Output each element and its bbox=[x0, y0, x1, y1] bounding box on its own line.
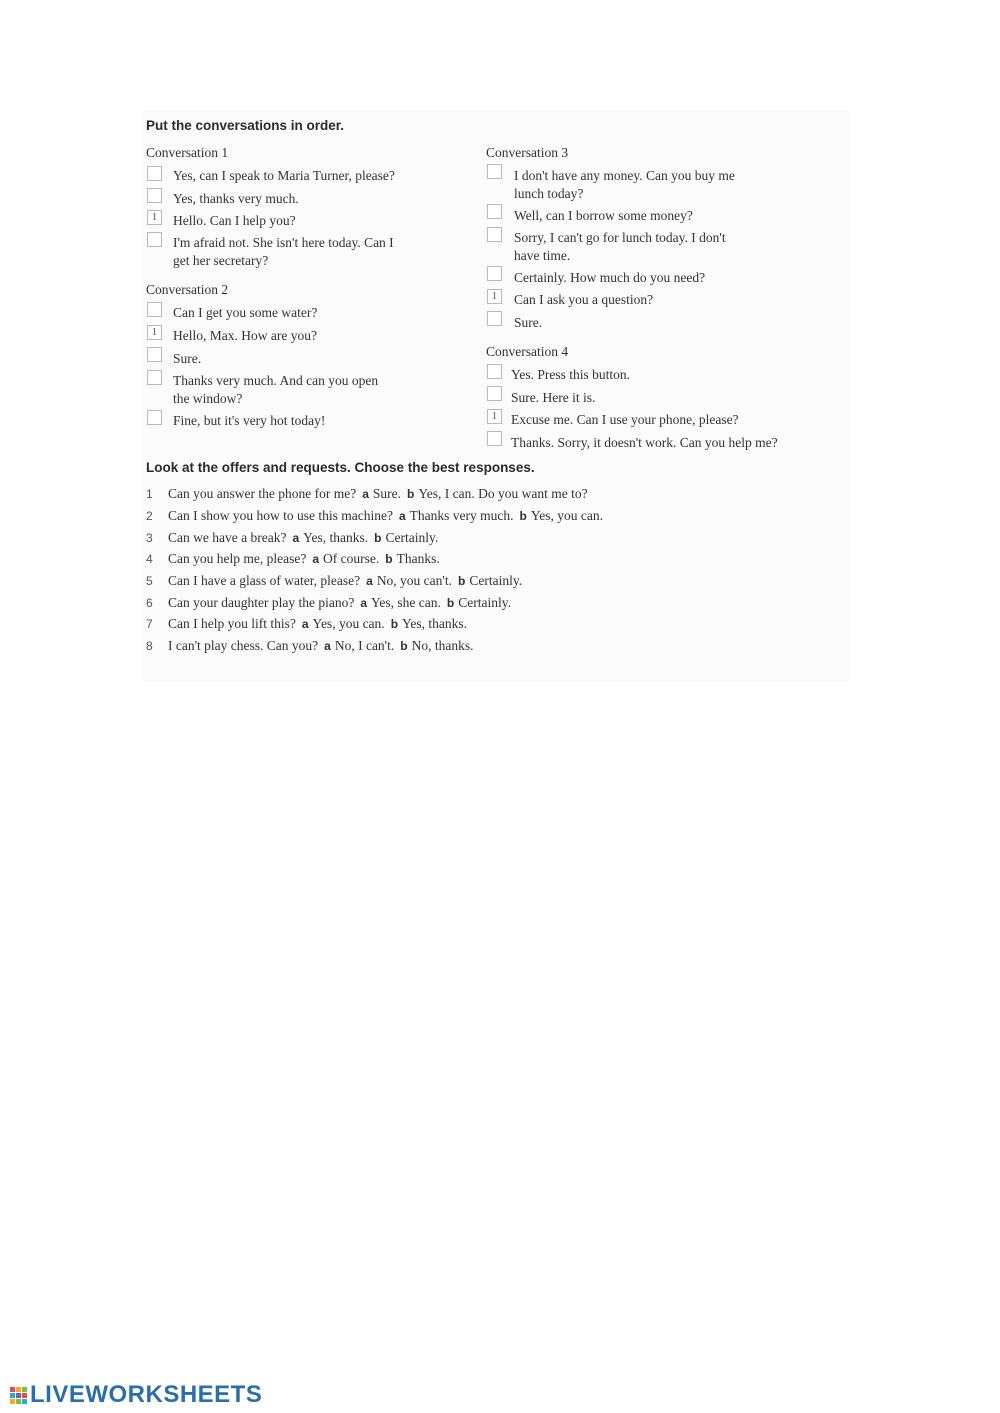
order-box[interactable] bbox=[147, 232, 162, 247]
conversation-line: Sure. bbox=[173, 351, 202, 366]
conversation-line: Sure. bbox=[514, 315, 543, 330]
order-box[interactable] bbox=[487, 431, 502, 446]
conversation-2-title: Conversation 2 bbox=[146, 282, 229, 297]
order-box[interactable] bbox=[147, 188, 162, 203]
order-box[interactable] bbox=[147, 166, 162, 181]
conversation-3-title: Conversation 3 bbox=[486, 145, 569, 160]
logo-text: LIVEWORKSHEETS bbox=[30, 1381, 263, 1408]
option-a-text[interactable]: Of course. bbox=[323, 551, 380, 566]
logo-square bbox=[10, 1399, 15, 1404]
option-a-label[interactable]: a bbox=[292, 531, 300, 545]
option-b-label[interactable]: b bbox=[457, 574, 466, 588]
logo-square bbox=[22, 1387, 27, 1392]
order-box[interactable] bbox=[487, 227, 502, 242]
logo-square bbox=[22, 1393, 27, 1398]
conversation-line: Can I get you some water? bbox=[173, 305, 318, 320]
option-b-text[interactable]: Certainly. bbox=[385, 530, 439, 545]
option-a-text[interactable]: Sure. bbox=[372, 486, 402, 501]
conversation-line-cont: get her secretary? bbox=[173, 253, 269, 268]
logo-mark-icon bbox=[10, 1387, 27, 1404]
conversation-line-cont: the window? bbox=[173, 391, 243, 406]
order-box[interactable] bbox=[487, 311, 502, 326]
order-box[interactable]: 1 bbox=[487, 289, 502, 304]
question-number: 3 bbox=[146, 531, 153, 545]
question-row bbox=[146, 551, 440, 567]
option-b-label[interactable]: b bbox=[519, 509, 527, 523]
option-a-text[interactable]: No, you can't. bbox=[376, 573, 452, 588]
logo-square bbox=[16, 1393, 21, 1398]
order-box[interactable] bbox=[487, 204, 502, 219]
conversation-line: Yes, can I speak to Maria Turner, please? bbox=[173, 168, 395, 183]
option-b-label[interactable]: b bbox=[390, 617, 399, 631]
order-box[interactable] bbox=[147, 347, 162, 362]
conversation-line-cont: lunch today? bbox=[514, 186, 584, 201]
option-b-text[interactable]: Thanks. bbox=[396, 551, 440, 566]
option-a-text[interactable]: No, I can't. bbox=[334, 638, 395, 653]
conversation-4-title: Conversation 4 bbox=[486, 344, 569, 359]
part1-heading: Put the conversations in order. bbox=[146, 118, 345, 133]
logo-square bbox=[16, 1387, 21, 1392]
conversation-line: Hello. Can I help you? bbox=[173, 213, 296, 228]
logo-square bbox=[22, 1399, 27, 1404]
order-box[interactable] bbox=[147, 370, 162, 385]
question-text: Can you answer the phone for me? bbox=[168, 486, 357, 501]
option-b-label[interactable]: b bbox=[446, 596, 455, 610]
order-box[interactable]: 1 bbox=[147, 325, 162, 340]
conversation-line: Excuse me. Can I use your phone, please? bbox=[511, 412, 739, 427]
conversation-line: Thanks very much. And can you open bbox=[173, 373, 379, 388]
question-row bbox=[146, 573, 522, 589]
logo-square bbox=[10, 1393, 15, 1398]
option-a-label[interactable]: a bbox=[324, 639, 331, 653]
logo-square bbox=[10, 1387, 15, 1392]
question-text: Can I show you how to use this machine? bbox=[168, 508, 393, 523]
option-b-text[interactable]: Certainly. bbox=[458, 595, 511, 610]
option-a-text[interactable]: Yes, thanks. bbox=[303, 530, 369, 545]
option-a-text[interactable]: Yes, you can. bbox=[312, 616, 385, 631]
option-a-label[interactable]: a bbox=[366, 574, 373, 588]
question-number: 4 bbox=[146, 552, 153, 566]
order-box[interactable] bbox=[487, 386, 502, 401]
option-b-label[interactable]: b bbox=[385, 552, 393, 566]
option-b-label[interactable]: b bbox=[374, 531, 382, 545]
option-b-text[interactable]: Yes, I can. Do you want me to? bbox=[418, 486, 588, 501]
question-row bbox=[146, 508, 603, 524]
conversation-line: Sorry, I can't go for lunch today. I don't bbox=[514, 230, 726, 245]
option-b-label[interactable]: b bbox=[400, 639, 408, 653]
option-a-text[interactable]: Thanks very much. bbox=[409, 508, 514, 523]
option-b-text[interactable]: Yes, thanks. bbox=[402, 616, 468, 631]
order-box[interactable]: 1 bbox=[147, 210, 162, 225]
question-number: 1 bbox=[146, 487, 153, 501]
option-a-label[interactable]: a bbox=[362, 487, 369, 501]
question-number: 6 bbox=[146, 596, 153, 610]
conversation-line: Certainly. How much do you need? bbox=[514, 270, 706, 285]
conversation-line: Yes, thanks very much. bbox=[173, 191, 299, 206]
question-number: 2 bbox=[146, 509, 153, 523]
conversation-line: Can I ask you a question? bbox=[514, 292, 654, 307]
order-box[interactable] bbox=[487, 364, 502, 379]
part2-heading: Look at the offers and requests. Choose the best responses. bbox=[146, 460, 535, 475]
question-row bbox=[146, 638, 473, 654]
order-box[interactable] bbox=[487, 266, 502, 281]
question-text: Can you help me, please? bbox=[168, 551, 307, 566]
conversation-line: Yes. Press this button. bbox=[511, 367, 631, 382]
conversation-line-cont: have time. bbox=[514, 248, 571, 263]
conversation-1-title: Conversation 1 bbox=[146, 145, 229, 160]
question-number: 8 bbox=[146, 639, 153, 653]
conversation-line: Fine, but it's very hot today! bbox=[173, 413, 326, 428]
order-box[interactable] bbox=[147, 302, 162, 317]
order-box[interactable]: 1 bbox=[487, 409, 502, 424]
conversation-line: I'm afraid not. She isn't here today. Can I bbox=[173, 235, 394, 250]
question-number: 7 bbox=[146, 617, 153, 631]
option-b-text[interactable]: Yes, you can. bbox=[530, 508, 603, 523]
question-row bbox=[146, 616, 467, 632]
conversation-line: Sure. Here it is. bbox=[511, 390, 596, 405]
question-text: Can your daughter play the piano? bbox=[168, 595, 355, 610]
question-text: I can't play chess. Can you? bbox=[168, 638, 319, 653]
option-a-label[interactable]: a bbox=[312, 552, 320, 566]
option-a-label[interactable]: a bbox=[398, 509, 406, 523]
order-box[interactable] bbox=[147, 410, 162, 425]
logo-square bbox=[16, 1399, 21, 1404]
question-row bbox=[146, 595, 511, 611]
option-b-label[interactable]: b bbox=[407, 487, 415, 501]
option-a-label[interactable]: a bbox=[301, 617, 309, 631]
order-box[interactable] bbox=[487, 164, 502, 179]
conversation-line: Thanks. Sorry, it doesn't work. Can you help me? bbox=[511, 435, 778, 450]
conversation-line: I don't have any money. Can you buy me bbox=[514, 168, 735, 183]
question-row bbox=[146, 486, 588, 502]
liveworksheets-logo[interactable] bbox=[10, 1381, 262, 1409]
question-number: 5 bbox=[146, 574, 153, 588]
option-a-label[interactable]: a bbox=[360, 596, 368, 610]
option-b-text[interactable]: Certainly. bbox=[469, 573, 523, 588]
option-b-text[interactable]: No, thanks. bbox=[411, 638, 474, 653]
question-row bbox=[146, 530, 438, 546]
option-a-text[interactable]: Yes, she can. bbox=[371, 595, 441, 610]
question-text: Can we have a break? bbox=[168, 530, 287, 545]
question-text: Can I help you lift this? bbox=[168, 616, 296, 631]
question-text: Can I have a glass of water, please? bbox=[168, 573, 361, 588]
conversation-line: Hello, Max. How are you? bbox=[173, 328, 317, 343]
conversation-line: Well, can I borrow some money? bbox=[514, 208, 693, 223]
